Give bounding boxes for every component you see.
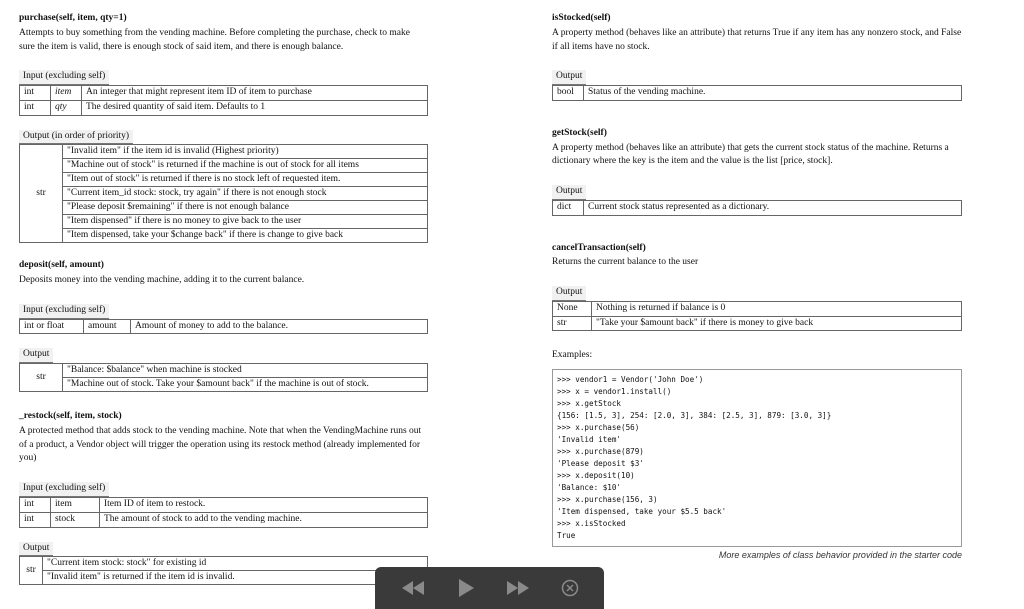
output-type: str	[20, 557, 43, 584]
purchase-input-label: Input (excluding self)	[19, 70, 109, 85]
left-column	[19, 12, 428, 585]
deposit-output-table	[19, 363, 428, 392]
restock-input-table	[19, 497, 428, 528]
rewind-icon[interactable]	[400, 579, 426, 597]
deposit-description: Deposits money into the vending machine, adding it to the current balance.	[19, 275, 305, 286]
input-type: int	[20, 86, 51, 101]
purchase-input-table	[19, 85, 428, 116]
restock-output-table	[19, 556, 428, 585]
output-line: "Machine out of stock" is returned if the machine is out of stock for all items	[63, 159, 427, 173]
deposit-input-table	[19, 319, 428, 335]
output-line: "Machine out of stock. Take your $amount back" if the machine is out of stock.	[67, 379, 369, 390]
output-line: "Current item stock: stock" for existing id	[43, 557, 427, 571]
output-desc: "Take your $amount back" if there is money to give back	[592, 316, 962, 331]
code-line: 'Item dispensed, take your $5.5 back'	[557, 507, 727, 517]
code-line: >>> x.getStock	[557, 399, 622, 409]
input-desc: Item ID of item to restock.	[100, 498, 428, 513]
output-desc: Current stock status represented as a dictionary.	[584, 200, 962, 215]
deposit-output-label: Output	[19, 348, 53, 363]
getstock-output-label: Output	[552, 185, 586, 200]
input-name: item	[51, 498, 100, 513]
code-line: 'Please deposit $3'	[557, 459, 644, 469]
output-type: bool	[553, 86, 584, 101]
getstock-output-table	[552, 200, 962, 216]
purchase-output-label	[19, 130, 133, 145]
output-type: dict	[553, 200, 584, 215]
purchase-title: purchase(self, item, qty=1)	[19, 13, 127, 23]
output-word: Output	[23, 130, 50, 141]
getstock-description: A property method (behaves like an attribute) that gets the current stock status of the machine. Returns a dictionary where the key is the item and the value is the list [price, stock].	[552, 142, 949, 167]
table-row	[20, 319, 428, 334]
input-type: int	[20, 498, 51, 513]
code-line: {156: [1.5, 3], 254: [2.0, 3], 384: [2.5, 3], 879: [3.0, 3]}	[557, 411, 832, 421]
cancel-description: Returns the current balance to the user	[552, 257, 699, 268]
output-line: "Invalid item" is returned if the item id is invalid.	[47, 572, 235, 583]
restock-output-label: Output	[19, 542, 53, 557]
output-suffix: (in order of priority)	[51, 130, 130, 141]
getstock-section	[552, 127, 962, 216]
output-desc: Nothing is returned if balance is 0	[592, 301, 962, 316]
code-line: 'Balance: $10'	[557, 483, 622, 493]
play-icon[interactable]	[456, 577, 476, 599]
close-icon[interactable]	[561, 579, 579, 597]
examples-section	[552, 349, 962, 562]
cancel-output-label: Output	[552, 286, 586, 301]
code-line: >>> x.deposit(10)	[557, 471, 635, 481]
code-line: True	[557, 531, 576, 541]
code-line: >>> x = vendor1.install()	[557, 387, 672, 397]
code-line: >>> vendor1 = Vendor('John Doe')	[557, 375, 704, 385]
code-line: 'Invalid item'	[557, 435, 622, 445]
output-type: str	[20, 364, 63, 391]
output-line: "Please deposit $remaining" if there is not enough balance	[63, 201, 427, 215]
cancel-section	[552, 242, 962, 332]
player-controls	[375, 567, 604, 609]
deposit-title: deposit(self, amount)	[19, 260, 104, 271]
output-desc: Status of the vending machine.	[584, 86, 962, 101]
restock-section	[19, 410, 428, 585]
code-line: >>> x.purchase(56)	[557, 423, 640, 433]
table-row	[20, 86, 428, 101]
input-type: int	[20, 512, 51, 527]
output-type: str	[553, 316, 592, 331]
input-desc: The desired quantity of said item. Defaults to 1	[82, 100, 428, 115]
isstocked-output-table	[552, 85, 962, 101]
examples-label: Examples:	[552, 350, 593, 361]
code-line: >>> x.isStocked	[557, 519, 626, 529]
input-name: stock	[51, 512, 100, 527]
input-name: item	[51, 86, 82, 101]
input-desc: The amount of stock to add to the vending machine.	[100, 512, 428, 527]
code-line: >>> x.purchase(879)	[557, 447, 644, 457]
input-type: int	[20, 100, 51, 115]
table-row	[553, 86, 962, 101]
right-column	[552, 12, 962, 562]
code-line: >>> x.purchase(156, 3)	[557, 495, 658, 505]
more-examples-note: More examples of class behavior provided in the starter code	[718, 550, 962, 561]
restock-description: A protected method that adds stock to the vending machine. Note that when the VendingMachine runs out of a product, a Vendor object will trigger the operation using its restock method (already implemented for you)	[19, 425, 422, 464]
isstocked-title: isStocked(self)	[552, 13, 611, 23]
output-line: "Item dispensed" if there is no money to give back to the user	[63, 215, 427, 229]
restock-input-label: Input (excluding self)	[19, 482, 109, 497]
input-desc: Amount of money to add to the balance.	[131, 319, 428, 334]
output-line: "Invalid item" if the item id is invalid (Highest priority)	[63, 145, 427, 159]
examples-code-block	[552, 369, 962, 547]
table-row	[553, 316, 962, 331]
fast-forward-icon[interactable]	[505, 579, 531, 597]
purchase-section	[19, 12, 428, 243]
input-type: int or float	[20, 319, 84, 334]
table-row	[20, 100, 428, 115]
output-line: "Item dispensed, take your $change back" if there is change to give back	[67, 230, 344, 241]
table-row	[553, 301, 962, 316]
deposit-section	[19, 259, 428, 392]
input-desc: An integer that might represent item ID of item to purchase	[82, 86, 428, 101]
output-type: str	[20, 145, 63, 242]
cancel-output-table	[552, 301, 962, 332]
getstock-title: getStock(self)	[552, 127, 607, 138]
deposit-input-label: Input (excluding self)	[19, 304, 109, 319]
table-row	[20, 498, 428, 513]
output-type: None	[553, 301, 592, 316]
output-line: "Item out of stock" is returned if there is no stock left of requested item.	[63, 173, 427, 187]
isstocked-section	[552, 12, 962, 101]
output-line: "Current item_id stock: stock, try again" if there is not enough stock	[63, 187, 427, 201]
input-name: qty	[51, 100, 82, 115]
isstocked-output-label: Output	[552, 70, 586, 85]
input-name: amount	[84, 319, 131, 334]
purchase-output-table	[19, 144, 428, 243]
purchase-description: Attempts to buy something from the vending machine. Before completing the purchase, check to make sure the item is valid, there is enough stock of said item, and there is enough balance.	[19, 27, 410, 52]
restock-title: _restock(self, item, stock)	[19, 411, 122, 422]
table-row	[20, 512, 428, 527]
output-line: "Balance: $balance" when machine is stocked	[63, 364, 427, 378]
isstocked-description: A property method (behaves like an attribute) that returns True if any item has any nonzero stock, and False if all items have no stock.	[552, 27, 962, 52]
cancel-title: cancelTransaction(self)	[552, 242, 646, 253]
table-row	[553, 200, 962, 215]
